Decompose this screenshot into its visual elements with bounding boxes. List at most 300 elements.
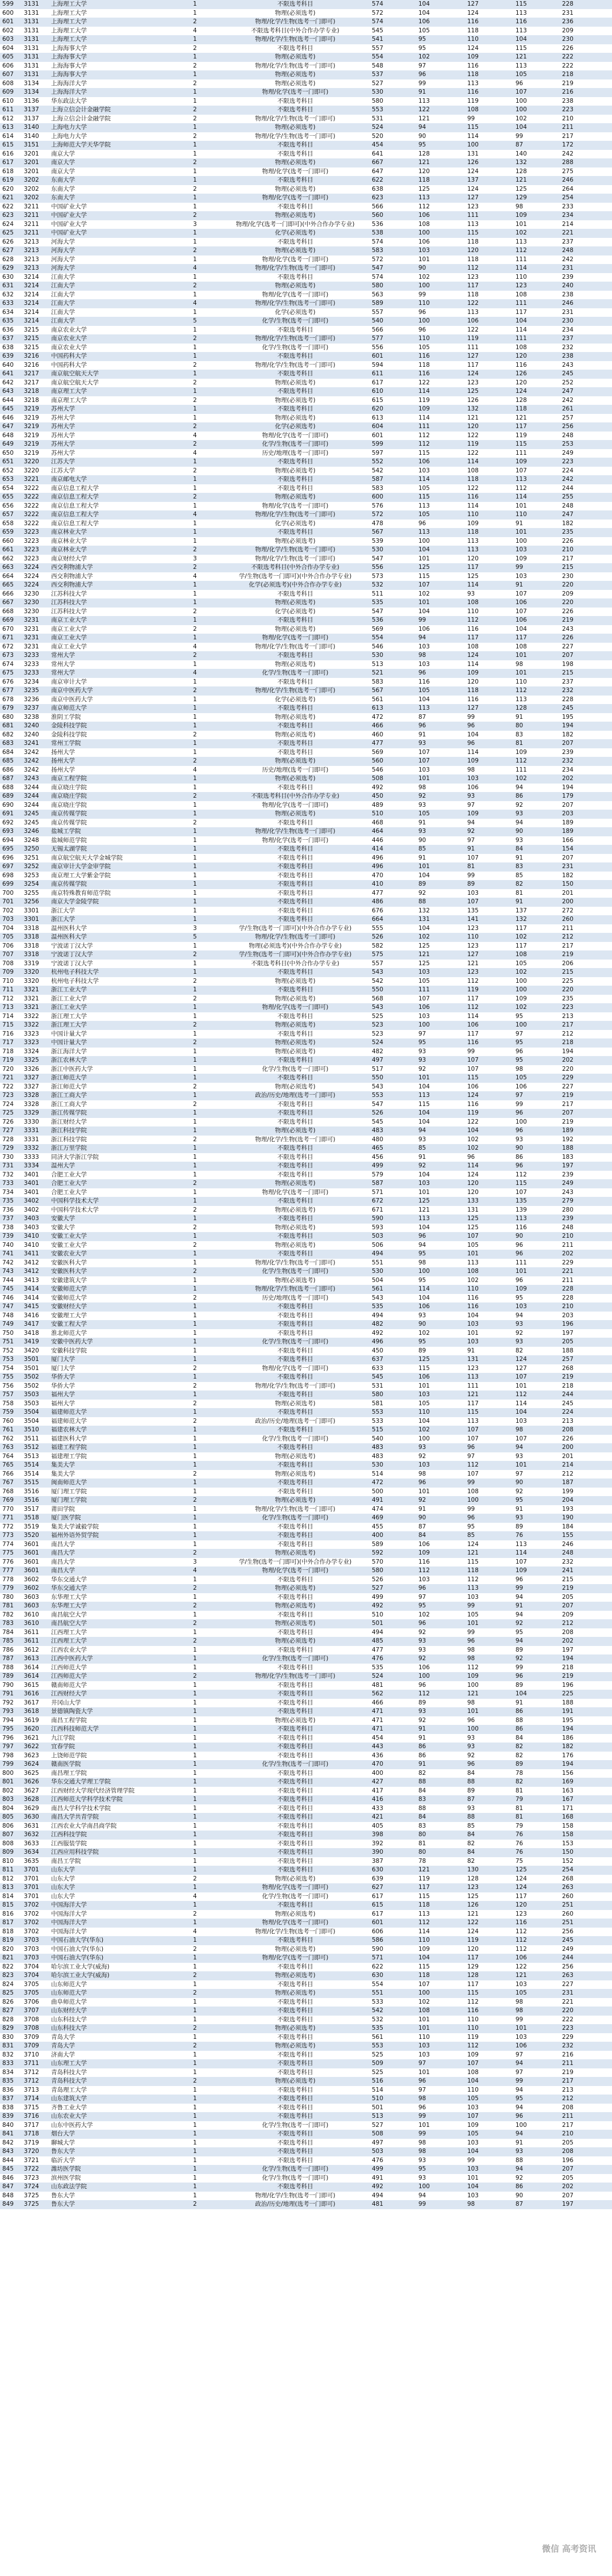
- school-code: 3620: [24, 1725, 39, 1732]
- school-name: 山东财经大学: [51, 2007, 87, 2014]
- row-index: 688: [2, 784, 14, 791]
- total-score: 543: [372, 1294, 384, 1301]
- school-name: 东南大学: [51, 194, 75, 201]
- school-code: 3718: [24, 2130, 39, 2137]
- score-english: 92: [515, 801, 523, 809]
- row-index: 636: [2, 326, 14, 333]
- subject-requirement: 化学/生物(选考一门即可): [262, 344, 329, 351]
- total-score: 604: [372, 423, 384, 430]
- score-chinese: 105: [418, 687, 430, 694]
- score-english: 111: [515, 1259, 527, 1266]
- score-comprehensive: 221: [562, 1268, 574, 1275]
- row-index: 789: [2, 1673, 14, 1679]
- subject-requirement: 不限选考科目: [277, 273, 313, 280]
- total-score: 581: [372, 1400, 384, 1407]
- subject-requirement: 不限选考科目: [277, 2051, 313, 2058]
- score-english: 93: [515, 836, 523, 844]
- score-english: 97: [515, 1092, 523, 1099]
- plan-count: 2: [193, 1364, 197, 1372]
- row-index: 840: [2, 2121, 14, 2129]
- score-comprehensive: 205: [562, 1593, 574, 1601]
- score-english: 76: [515, 1849, 523, 1855]
- subject-requirement: 不限选考科目: [277, 2183, 313, 2190]
- score-english: 96: [515, 1576, 523, 1583]
- score-comprehensive: 214: [562, 220, 574, 228]
- score-math: 108: [467, 1268, 479, 1275]
- row-index: 612: [2, 115, 14, 122]
- table-row: [0, 1488, 612, 1497]
- score-english: 127: [515, 1364, 527, 1372]
- score-comprehensive: 197: [562, 1162, 574, 1169]
- subject-requirement: 不限选考科目: [277, 353, 313, 359]
- subject-requirement: 物理/化学(选考一门即可): [262, 1188, 329, 1196]
- score-chinese: 96: [418, 520, 426, 527]
- subject-requirement: 不限选考科目: [277, 2113, 313, 2120]
- score-english: 135: [515, 1197, 527, 1204]
- score-comprehensive: 238: [562, 291, 574, 298]
- school-name: 集美大学: [51, 1470, 75, 1477]
- row-index: 824: [2, 1980, 14, 1988]
- plan-count: 2: [193, 62, 197, 69]
- school-name: 南京大学: [51, 150, 75, 157]
- plan-count: 1: [193, 1708, 197, 1715]
- score-math: 114: [467, 660, 479, 668]
- score-math: 106: [467, 1021, 479, 1028]
- total-score: 398: [372, 1831, 384, 1838]
- subject-requirement: 化学/生物(选考一门即可): [262, 1761, 329, 1767]
- table-row: [0, 1716, 612, 1725]
- plan-count: 4: [193, 449, 197, 456]
- score-comprehensive: 230: [562, 572, 574, 580]
- subject-requirement: 不限选考科目: [277, 370, 313, 377]
- table-row: [0, 1074, 612, 1083]
- plan-count: 2: [193, 2201, 197, 2208]
- table-row: [0, 1329, 612, 1338]
- row-index: 809: [2, 1849, 14, 1855]
- score-math: 93: [467, 1734, 475, 1741]
- plan-count: 1: [193, 969, 197, 975]
- score-math: 137: [467, 177, 479, 183]
- score-chinese: 91: [418, 1725, 426, 1732]
- school-code: 3512: [24, 1444, 39, 1451]
- school-code: 3702: [24, 1928, 39, 1935]
- subject-requirement: 不限选考科目: [277, 1153, 313, 1161]
- score-math: 119: [467, 97, 479, 104]
- school-code: 3709: [24, 2042, 39, 2049]
- school-name: 常州大学: [51, 660, 75, 668]
- subject-requirement: 不限选考科目: [277, 2007, 313, 2014]
- table-row: [0, 238, 612, 247]
- school-code: 3241: [24, 740, 39, 747]
- school-name: 南京航空航天大学金城学院: [51, 854, 123, 861]
- table-row: [0, 167, 612, 177]
- subject-requirement: 不限选考科目: [277, 986, 313, 993]
- school-code: 3518: [24, 1514, 39, 1521]
- plan-count: 2: [193, 1637, 197, 1644]
- row-index: 607: [2, 71, 14, 78]
- subject-requirement: 不限选考科目: [277, 1611, 313, 1618]
- school-name: 南京特殊教育师范学院: [51, 889, 111, 897]
- total-score: 533: [372, 1998, 384, 2005]
- plan-count: 1: [193, 872, 197, 879]
- score-math: 103: [467, 775, 479, 782]
- plan-count: 2: [193, 1382, 197, 1389]
- school-code: 3414: [24, 1294, 39, 1301]
- school-name: 上海理工大学: [51, 27, 87, 34]
- score-chinese: 90: [418, 1321, 426, 1327]
- school-code: 3510: [24, 1426, 39, 1433]
- score-english: 85: [515, 872, 523, 879]
- row-index: 684: [2, 748, 14, 756]
- table-row: [0, 2051, 612, 2060]
- score-english: 116: [515, 1224, 527, 1231]
- school-code: 3401: [24, 1171, 39, 1178]
- school-name: 中国海洋大学: [51, 1901, 87, 1908]
- school-name: 安徽师范大学: [51, 1285, 87, 1292]
- school-name: 华东交通大学: [51, 1576, 87, 1583]
- table-row: [0, 898, 612, 907]
- total-score: 400: [372, 1532, 384, 1539]
- total-score: 469: [372, 1514, 384, 1521]
- total-score: 535: [372, 1303, 384, 1310]
- score-comprehensive: 179: [562, 793, 574, 799]
- row-index: 694: [2, 836, 14, 844]
- score-english: 140: [515, 150, 527, 157]
- score-math: 96: [467, 722, 475, 729]
- school-code: 3702: [24, 1910, 39, 1917]
- score-chinese: 110: [418, 300, 430, 307]
- score-comprehensive: 217: [562, 132, 574, 140]
- total-score: 536: [372, 220, 384, 228]
- table-row: [0, 1162, 612, 1171]
- row-index: 783: [2, 1620, 14, 1627]
- score-comprehensive: 202: [562, 2183, 574, 2190]
- subject-requirement: 物理(必须选考): [275, 493, 316, 500]
- total-score: 416: [372, 1796, 384, 1803]
- score-chinese: 93: [418, 1637, 426, 1644]
- total-score: 535: [372, 2025, 384, 2032]
- subject-requirement: 不限选考科目: [277, 740, 313, 747]
- subject-requirement: 不限选考科目: [277, 2148, 313, 2155]
- school-code: 3321: [24, 1004, 39, 1011]
- row-index: 674: [2, 660, 14, 668]
- score-math: 119: [467, 1109, 479, 1116]
- row-index: 739: [2, 1233, 14, 1239]
- score-comprehensive: 245: [562, 1400, 574, 1407]
- subject-requirement: 物理(必须选考): [275, 1637, 316, 1644]
- score-english: 100: [515, 97, 527, 104]
- total-score: 571: [372, 1188, 384, 1196]
- row-index: 722: [2, 1083, 14, 1090]
- score-math: 101: [467, 1329, 479, 1337]
- score-comprehensive: 221: [562, 229, 574, 236]
- score-chinese: 98: [418, 652, 426, 659]
- score-english: 101: [515, 1268, 527, 1275]
- row-index: 704: [2, 924, 14, 932]
- school-name: 福建医科大学: [51, 1435, 87, 1442]
- subject-requirement: 不限选考科目: [277, 44, 313, 52]
- school-code: 3323: [24, 1030, 39, 1037]
- row-index: 665: [2, 581, 14, 588]
- plan-count: 2: [193, 423, 197, 430]
- subject-requirement: 物理(必须选考): [275, 775, 316, 782]
- total-score: 530: [372, 1268, 384, 1275]
- school-name: 河海大学: [51, 265, 75, 271]
- score-english: 94: [515, 819, 523, 826]
- table-row: [0, 801, 612, 810]
- table-row: [0, 0, 612, 9]
- score-english: 109: [515, 748, 527, 756]
- score-english: 109: [515, 555, 527, 562]
- school-name: 同济大学浙江学院: [51, 1153, 99, 1161]
- score-chinese: 103: [418, 1461, 430, 1468]
- score-comprehensive: 239: [562, 1215, 574, 1222]
- table-row: [0, 1355, 612, 1364]
- total-score: 508: [372, 775, 384, 782]
- subject-requirement: 不限选考科目: [277, 1822, 313, 1829]
- subject-requirement: 物理/化学/生物(选考一门即可): [255, 933, 336, 940]
- table-row: [0, 27, 612, 36]
- table-row: [0, 1971, 612, 1980]
- row-index: 817: [2, 1919, 14, 1926]
- table-row: [0, 255, 612, 265]
- school-code: 3517: [24, 1505, 39, 1513]
- subject-requirement: 化学/生物(选考一门即可): [262, 1065, 329, 1073]
- score-math: 113: [467, 1259, 479, 1266]
- plan-count: 1: [193, 1356, 197, 1363]
- score-comprehensive: 168: [562, 1813, 574, 1820]
- score-comprehensive: 202: [562, 1637, 574, 1644]
- score-math: 112: [467, 617, 479, 623]
- subject-requirement: 不限选考科目: [277, 484, 313, 492]
- subject-requirement: 物理(必须选考): [275, 159, 316, 166]
- score-comprehensive: 209: [562, 590, 574, 597]
- score-math: 112: [467, 1004, 479, 1011]
- score-chinese: 98: [418, 1470, 426, 1477]
- score-english: 115: [515, 44, 527, 52]
- score-comprehensive: 172: [562, 141, 574, 148]
- school-code: 3402: [24, 1197, 39, 1204]
- plan-count: 1: [193, 167, 197, 175]
- plan-count: 1: [193, 1391, 197, 1398]
- score-english: 101: [515, 652, 527, 659]
- school-code: 3401: [24, 1188, 39, 1196]
- school-name: 常州大学: [51, 669, 75, 676]
- school-name: 曲阜师范大学: [51, 1998, 87, 2005]
- subject-requirement: 物理/化学(选考一门即可): [262, 194, 329, 201]
- school-name: 江苏大学: [51, 467, 75, 474]
- score-english: 114: [515, 1549, 527, 1556]
- table-row: [0, 1584, 612, 1593]
- score-english: 117: [515, 308, 527, 316]
- school-name: 安徽中医药大学: [51, 1338, 93, 1345]
- subject-requirement: 化学/生物(选考一门即可): [262, 1338, 329, 1345]
- row-index: 741: [2, 1250, 14, 1257]
- score-math: 97: [467, 1452, 475, 1460]
- school-name: 上海理工大学: [51, 1, 87, 7]
- row-index: 733: [2, 1180, 14, 1187]
- score-chinese: 93: [418, 828, 426, 835]
- subject-requirement: 物理(必须选考): [275, 1180, 316, 1187]
- score-comprehensive: 268: [562, 1875, 574, 1882]
- subject-requirement: 物理(必须选考): [275, 247, 316, 254]
- school-name: 安徽师范大学: [51, 1294, 87, 1301]
- school-name: 山东师范大学: [51, 1989, 87, 1996]
- score-math: 124: [467, 1171, 479, 1178]
- subject-requirement: 不限选考科目: [277, 97, 313, 104]
- plan-count: 1: [193, 1338, 197, 1345]
- score-chinese: 101: [418, 2025, 430, 2032]
- subject-requirement: 不限选考科目: [277, 1409, 313, 1415]
- table-row: [0, 246, 612, 255]
- score-comprehensive: 189: [562, 819, 574, 826]
- school-name: 苏州大学: [51, 405, 75, 412]
- table-row: [0, 1558, 612, 1567]
- subject-requirement: 化学/生物(选考一门即可): [262, 1892, 329, 1900]
- subject-requirement: 物理/化学/生物(选考一门即可): [255, 555, 336, 562]
- total-score: 572: [372, 9, 384, 16]
- score-comprehensive: 248: [562, 247, 574, 254]
- school-code: 3614: [24, 1664, 39, 1671]
- subject-requirement: 历史/地理(选考一门即可): [262, 1294, 329, 1301]
- plan-count: 1: [193, 291, 197, 298]
- total-score: 532: [372, 581, 384, 588]
- score-chinese: 104: [418, 608, 430, 615]
- total-score: 527: [372, 1585, 384, 1591]
- table-row: [0, 370, 612, 379]
- table-row: [0, 220, 612, 229]
- table-row: [0, 915, 612, 924]
- school-code: 3716: [24, 2113, 39, 2120]
- plan-count: 1: [193, 1831, 197, 1838]
- score-chinese: 101: [418, 863, 430, 870]
- score-english: 110: [515, 678, 527, 685]
- table-row: [0, 1831, 612, 1840]
- school-name: 厦门医学院: [51, 1514, 81, 1521]
- school-name: 南京林业大学: [51, 546, 87, 553]
- plan-count: 1: [193, 916, 197, 923]
- subject-requirement: 物理(必须选考): [275, 1875, 316, 1882]
- row-index: 711: [2, 986, 14, 993]
- subject-requirement: 物理/化学/生物(选考一门即可): [255, 828, 336, 835]
- score-math: 125: [467, 1892, 479, 1900]
- school-code: 3701: [24, 1884, 39, 1891]
- row-index: 778: [2, 1576, 14, 1583]
- row-index: 781: [2, 1602, 14, 1609]
- total-score: 492: [372, 1329, 384, 1337]
- score-chinese: 99: [418, 291, 426, 298]
- score-comprehensive: 288: [562, 159, 574, 166]
- table-row: [0, 1892, 612, 1901]
- plan-count: 1: [193, 2095, 197, 2102]
- subject-requirement: 不限选考科目: [277, 854, 313, 861]
- table-row: [0, 1901, 612, 1910]
- score-english: 121: [515, 414, 527, 421]
- total-score: 671: [372, 1206, 384, 1213]
- score-english: 101: [515, 529, 527, 535]
- score-comprehensive: 244: [562, 1391, 574, 1398]
- score-chinese: 81: [418, 1840, 426, 1847]
- total-score: 613: [372, 705, 384, 711]
- subject-requirement: 物理/化学(选考一门即可): [262, 1004, 329, 1011]
- score-math: 114: [467, 581, 479, 588]
- plan-count: 1: [193, 388, 197, 395]
- row-index: 630: [2, 273, 14, 280]
- school-code: 3215: [24, 335, 39, 342]
- school-code: 3614: [24, 1673, 39, 1679]
- score-english: 87: [515, 141, 523, 148]
- row-index: 836: [2, 2086, 14, 2093]
- subject-requirement: 化学/生物(选考一门即可): [262, 2165, 329, 2172]
- total-score: 482: [372, 1321, 384, 1327]
- plan-count: 4: [193, 265, 197, 271]
- subject-requirement: 不限选考科目: [277, 1391, 313, 1398]
- plan-count: 1: [193, 308, 197, 316]
- school-name: 华侨大学: [51, 1373, 75, 1380]
- subject-requirement: 物理/化学(选考一门即可): [262, 801, 329, 809]
- table-row: [0, 150, 612, 159]
- plan-count: 1: [193, 2051, 197, 2058]
- row-index: 668: [2, 608, 14, 615]
- total-score: 541: [372, 36, 384, 43]
- subject-requirement: 不限选考科目: [277, 1804, 313, 1812]
- school-name: 浙江大学: [51, 916, 75, 923]
- score-math: 131: [467, 150, 479, 157]
- school-name: 江南大学: [51, 282, 75, 289]
- school-name: 南昌航空大学: [51, 1611, 87, 1618]
- score-english: 117: [515, 924, 527, 932]
- total-score: 494: [372, 1312, 384, 1319]
- score-chinese: 93: [418, 2156, 426, 2164]
- subject-requirement: 化学/生物(选考一门即可): [262, 317, 329, 324]
- score-chinese: 94: [418, 124, 426, 131]
- subject-requirement: 物理(必须选考): [275, 995, 316, 1002]
- score-english: 82: [515, 881, 523, 887]
- plan-count: 1: [193, 1628, 197, 1636]
- subject-requirement: 不限选考科目: [277, 1734, 313, 1741]
- score-english: 79: [515, 1822, 523, 1829]
- score-comprehensive: 186: [562, 1734, 574, 1741]
- subject-requirement: 物理(必须选考): [275, 9, 316, 16]
- row-index: 718: [2, 1048, 14, 1055]
- table-row: [0, 1681, 612, 1690]
- school-code: 3320: [24, 977, 39, 985]
- score-math: 103: [467, 2192, 479, 2199]
- plan-count: 2: [193, 652, 197, 659]
- subject-requirement: 不限选考科目: [277, 1145, 313, 1151]
- plan-count: 1: [193, 476, 197, 483]
- score-comprehensive: 203: [562, 1312, 574, 1319]
- score-comprehensive: 167: [562, 1796, 574, 1803]
- total-score: 503: [372, 2148, 384, 2155]
- row-index: 648: [2, 432, 14, 439]
- school-name: 集美大学: [51, 1461, 75, 1468]
- score-chinese: 96: [418, 1620, 426, 1627]
- score-math: 99: [467, 1505, 475, 1513]
- table-row: [0, 1214, 612, 1224]
- school-code: 3703: [24, 1945, 39, 1953]
- score-comprehensive: 184: [562, 1523, 574, 1530]
- score-chinese: 95: [418, 1039, 426, 1046]
- score-english: 96: [515, 79, 523, 87]
- subject-requirement: 化学(必须选考): [275, 608, 316, 615]
- school-name: 江南大学: [51, 273, 75, 280]
- school-code: 3628: [24, 1796, 39, 1803]
- row-index: 618: [2, 167, 14, 175]
- school-code: 3222: [24, 484, 39, 492]
- school-code: 3622: [24, 1743, 39, 1750]
- row-index: 768: [2, 1488, 14, 1495]
